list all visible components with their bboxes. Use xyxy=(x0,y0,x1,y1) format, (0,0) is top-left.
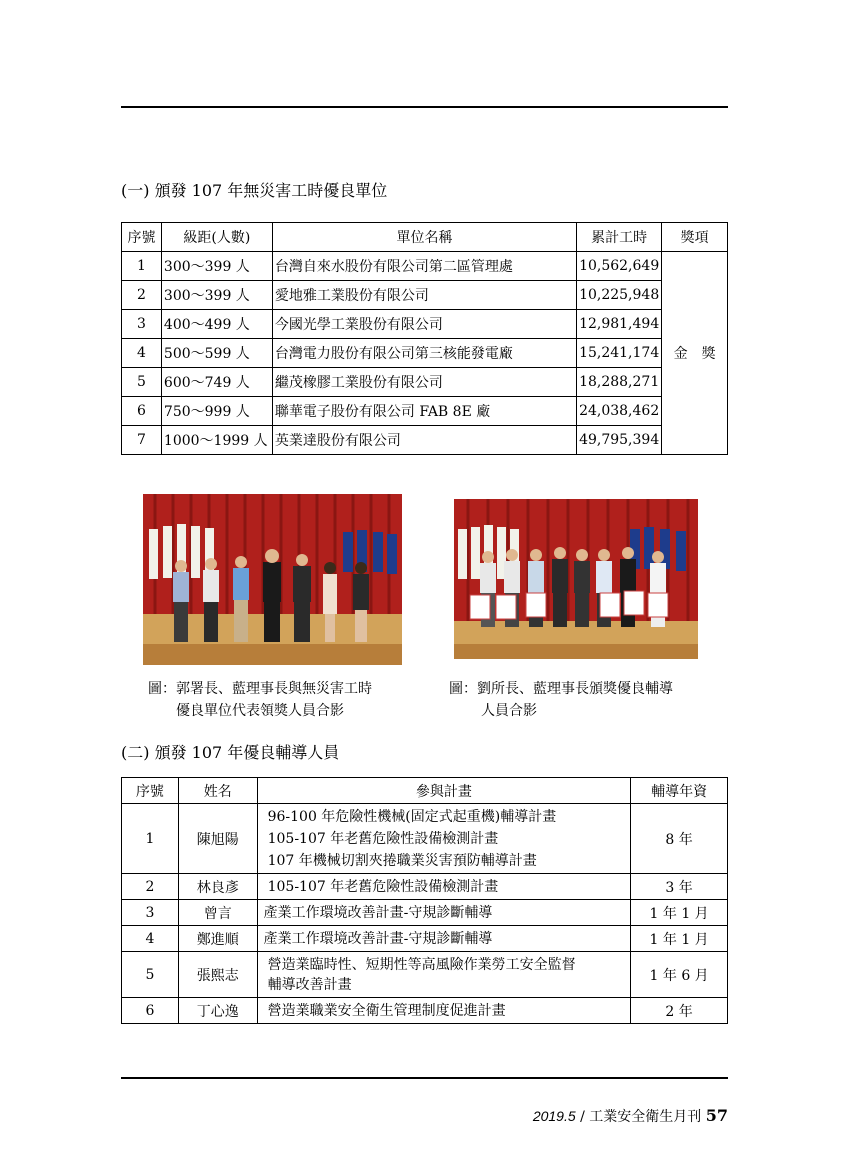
page-footer xyxy=(533,1106,728,1126)
cell-no: 3 xyxy=(122,310,162,339)
cell-hours: 10,225,948 xyxy=(577,281,662,310)
cell-hours: 15,241,174 xyxy=(577,339,662,368)
caption-right-line2: 人員合影 xyxy=(481,703,537,719)
cell-range: 300～399 人 xyxy=(161,281,272,310)
cell-years: 8 年 xyxy=(631,804,728,874)
table-row xyxy=(122,926,728,952)
plan-item: 96-100 年危險性機械(固定式起重機)輔導計畫 xyxy=(267,808,557,825)
cell-years: 1 年 6 月 xyxy=(631,952,728,998)
cell-range: 300～399 人 xyxy=(161,252,272,281)
award-ceremony-photo-left xyxy=(143,494,402,665)
col-header-name: 姓名 xyxy=(178,778,257,804)
cell-unit: 聯華電子股份有限公司 FAB 8E 廠 xyxy=(272,397,576,426)
cell-no: 3 xyxy=(122,900,179,926)
caption-left-line1: 圖：郭署長、藍理事長與無災害工時 xyxy=(148,681,372,697)
cell-hours: 10,562,649 xyxy=(577,252,662,281)
photo-caption-right xyxy=(449,678,673,722)
table-row xyxy=(122,368,728,397)
cell-years: 1 年 1 月 xyxy=(631,926,728,952)
plan-item: 107 年機械切割夾捲職業災害預防輔導計畫 xyxy=(267,852,537,869)
award-units-table xyxy=(121,222,728,455)
footer-journal: 工業安全衛生月刊 xyxy=(589,1109,702,1125)
cell-name: 林良彥 xyxy=(178,874,257,900)
cell-no: 2 xyxy=(122,874,179,900)
cell-range: 750～999 人 xyxy=(161,397,272,426)
cell-unit: 今國光學工業股份有限公司 xyxy=(272,310,576,339)
cell-plans xyxy=(257,804,631,874)
col-header-hours: 累計工時 xyxy=(577,223,662,252)
cell-no: 6 xyxy=(122,998,179,1024)
cell-range: 400～499 人 xyxy=(161,310,272,339)
table-row xyxy=(122,900,728,926)
table-row xyxy=(122,339,728,368)
plan-item: 營造業職業安全衛生管理制度促進計畫 xyxy=(267,1002,506,1019)
plan-item: 105-107 年老舊危險性設備檢測計畫 xyxy=(267,830,499,847)
cell-unit: 繼茂橡膠工業股份有限公司 xyxy=(272,368,576,397)
photo-caption-left xyxy=(148,678,372,722)
cell-years: 2 年 xyxy=(631,998,728,1024)
footer-rule xyxy=(121,1077,728,1079)
section2-heading: (二) 頒發 107 年優良輔導人員 xyxy=(121,743,340,762)
cell-plans xyxy=(257,900,631,926)
footer-separator: / xyxy=(575,1109,590,1125)
table-row xyxy=(122,281,728,310)
cell-plans xyxy=(257,998,631,1024)
cell-award: 金 獎 xyxy=(662,252,728,455)
table-row xyxy=(122,874,728,900)
cell-no: 6 xyxy=(122,397,162,426)
cell-years: 1 年 1 月 xyxy=(631,900,728,926)
cell-range: 1000～1999 人 xyxy=(161,426,272,455)
col-header-range: 級距(人數) xyxy=(161,223,272,252)
cell-hours: 24,038,462 xyxy=(577,397,662,426)
cell-name: 曾言 xyxy=(178,900,257,926)
table-row xyxy=(122,804,728,874)
col-header-plans: 參與計畫 xyxy=(257,778,631,804)
plan-item: 輔導改善計畫 xyxy=(267,976,352,993)
col-header-award: 獎項 xyxy=(662,223,728,252)
plan-item: 105-107 年老舊危險性設備檢測計畫 xyxy=(267,878,499,895)
plan-item: 產業工作環境改善計畫-守規診斷輔導 xyxy=(263,930,493,947)
caption-right-line1: 圖：劉所長、藍理事長頒獎優良輔導 xyxy=(449,681,673,697)
counselors-table xyxy=(121,777,728,1024)
page-number: 57 xyxy=(705,1106,728,1125)
cell-no: 4 xyxy=(122,926,179,952)
cell-name: 丁心逸 xyxy=(178,998,257,1024)
cell-unit: 台灣電力股份有限公司第三核能發電廠 xyxy=(272,339,576,368)
col-header-unit: 單位名稱 xyxy=(272,223,576,252)
table-row xyxy=(122,426,728,455)
caption-left-line2: 優良單位代表領獎人員合影 xyxy=(176,703,344,719)
cell-name: 張熙志 xyxy=(178,952,257,998)
cell-name: 鄭進順 xyxy=(178,926,257,952)
cell-unit: 愛地雅工業股份有限公司 xyxy=(272,281,576,310)
footer-date: 2019.5 xyxy=(532,1108,576,1124)
plan-item: 產業工作環境改善計畫-守規診斷輔導 xyxy=(263,904,493,921)
col-header-no: 序號 xyxy=(122,778,179,804)
cell-hours: 49,795,394 xyxy=(577,426,662,455)
cell-name: 陳旭陽 xyxy=(178,804,257,874)
cell-range: 600～749 人 xyxy=(161,368,272,397)
cell-no: 7 xyxy=(122,426,162,455)
table-row xyxy=(122,998,728,1024)
cell-range: 500～599 人 xyxy=(161,339,272,368)
cell-no: 1 xyxy=(122,804,179,874)
cell-plans xyxy=(257,952,631,998)
header-rule xyxy=(121,106,728,108)
cell-no: 4 xyxy=(122,339,162,368)
cell-plans xyxy=(257,874,631,900)
table-row xyxy=(122,952,728,998)
table-row xyxy=(122,310,728,339)
cell-no: 2 xyxy=(122,281,162,310)
table-row xyxy=(122,252,728,281)
plan-item: 營造業臨時性、短期性等高風險作業勞工安全監督 xyxy=(267,956,576,973)
cell-plans xyxy=(257,926,631,952)
table-header-row xyxy=(122,223,728,252)
col-header-years: 輔導年資 xyxy=(631,778,728,804)
cell-hours: 18,288,271 xyxy=(577,368,662,397)
col-header-no: 序號 xyxy=(122,223,162,252)
section1-heading: (一) 頒發 107 年無災害工時優良單位 xyxy=(121,181,388,200)
cell-years: 3 年 xyxy=(631,874,728,900)
cell-hours: 12,981,494 xyxy=(577,310,662,339)
cell-unit: 英業達股份有限公司 xyxy=(272,426,576,455)
cell-no: 1 xyxy=(122,252,162,281)
cell-no: 5 xyxy=(122,952,179,998)
cell-unit: 台灣自來水股份有限公司第二區管理處 xyxy=(272,252,576,281)
cell-no: 5 xyxy=(122,368,162,397)
table-row xyxy=(122,397,728,426)
table-header-row xyxy=(122,778,728,804)
award-ceremony-photo-right xyxy=(454,499,698,659)
